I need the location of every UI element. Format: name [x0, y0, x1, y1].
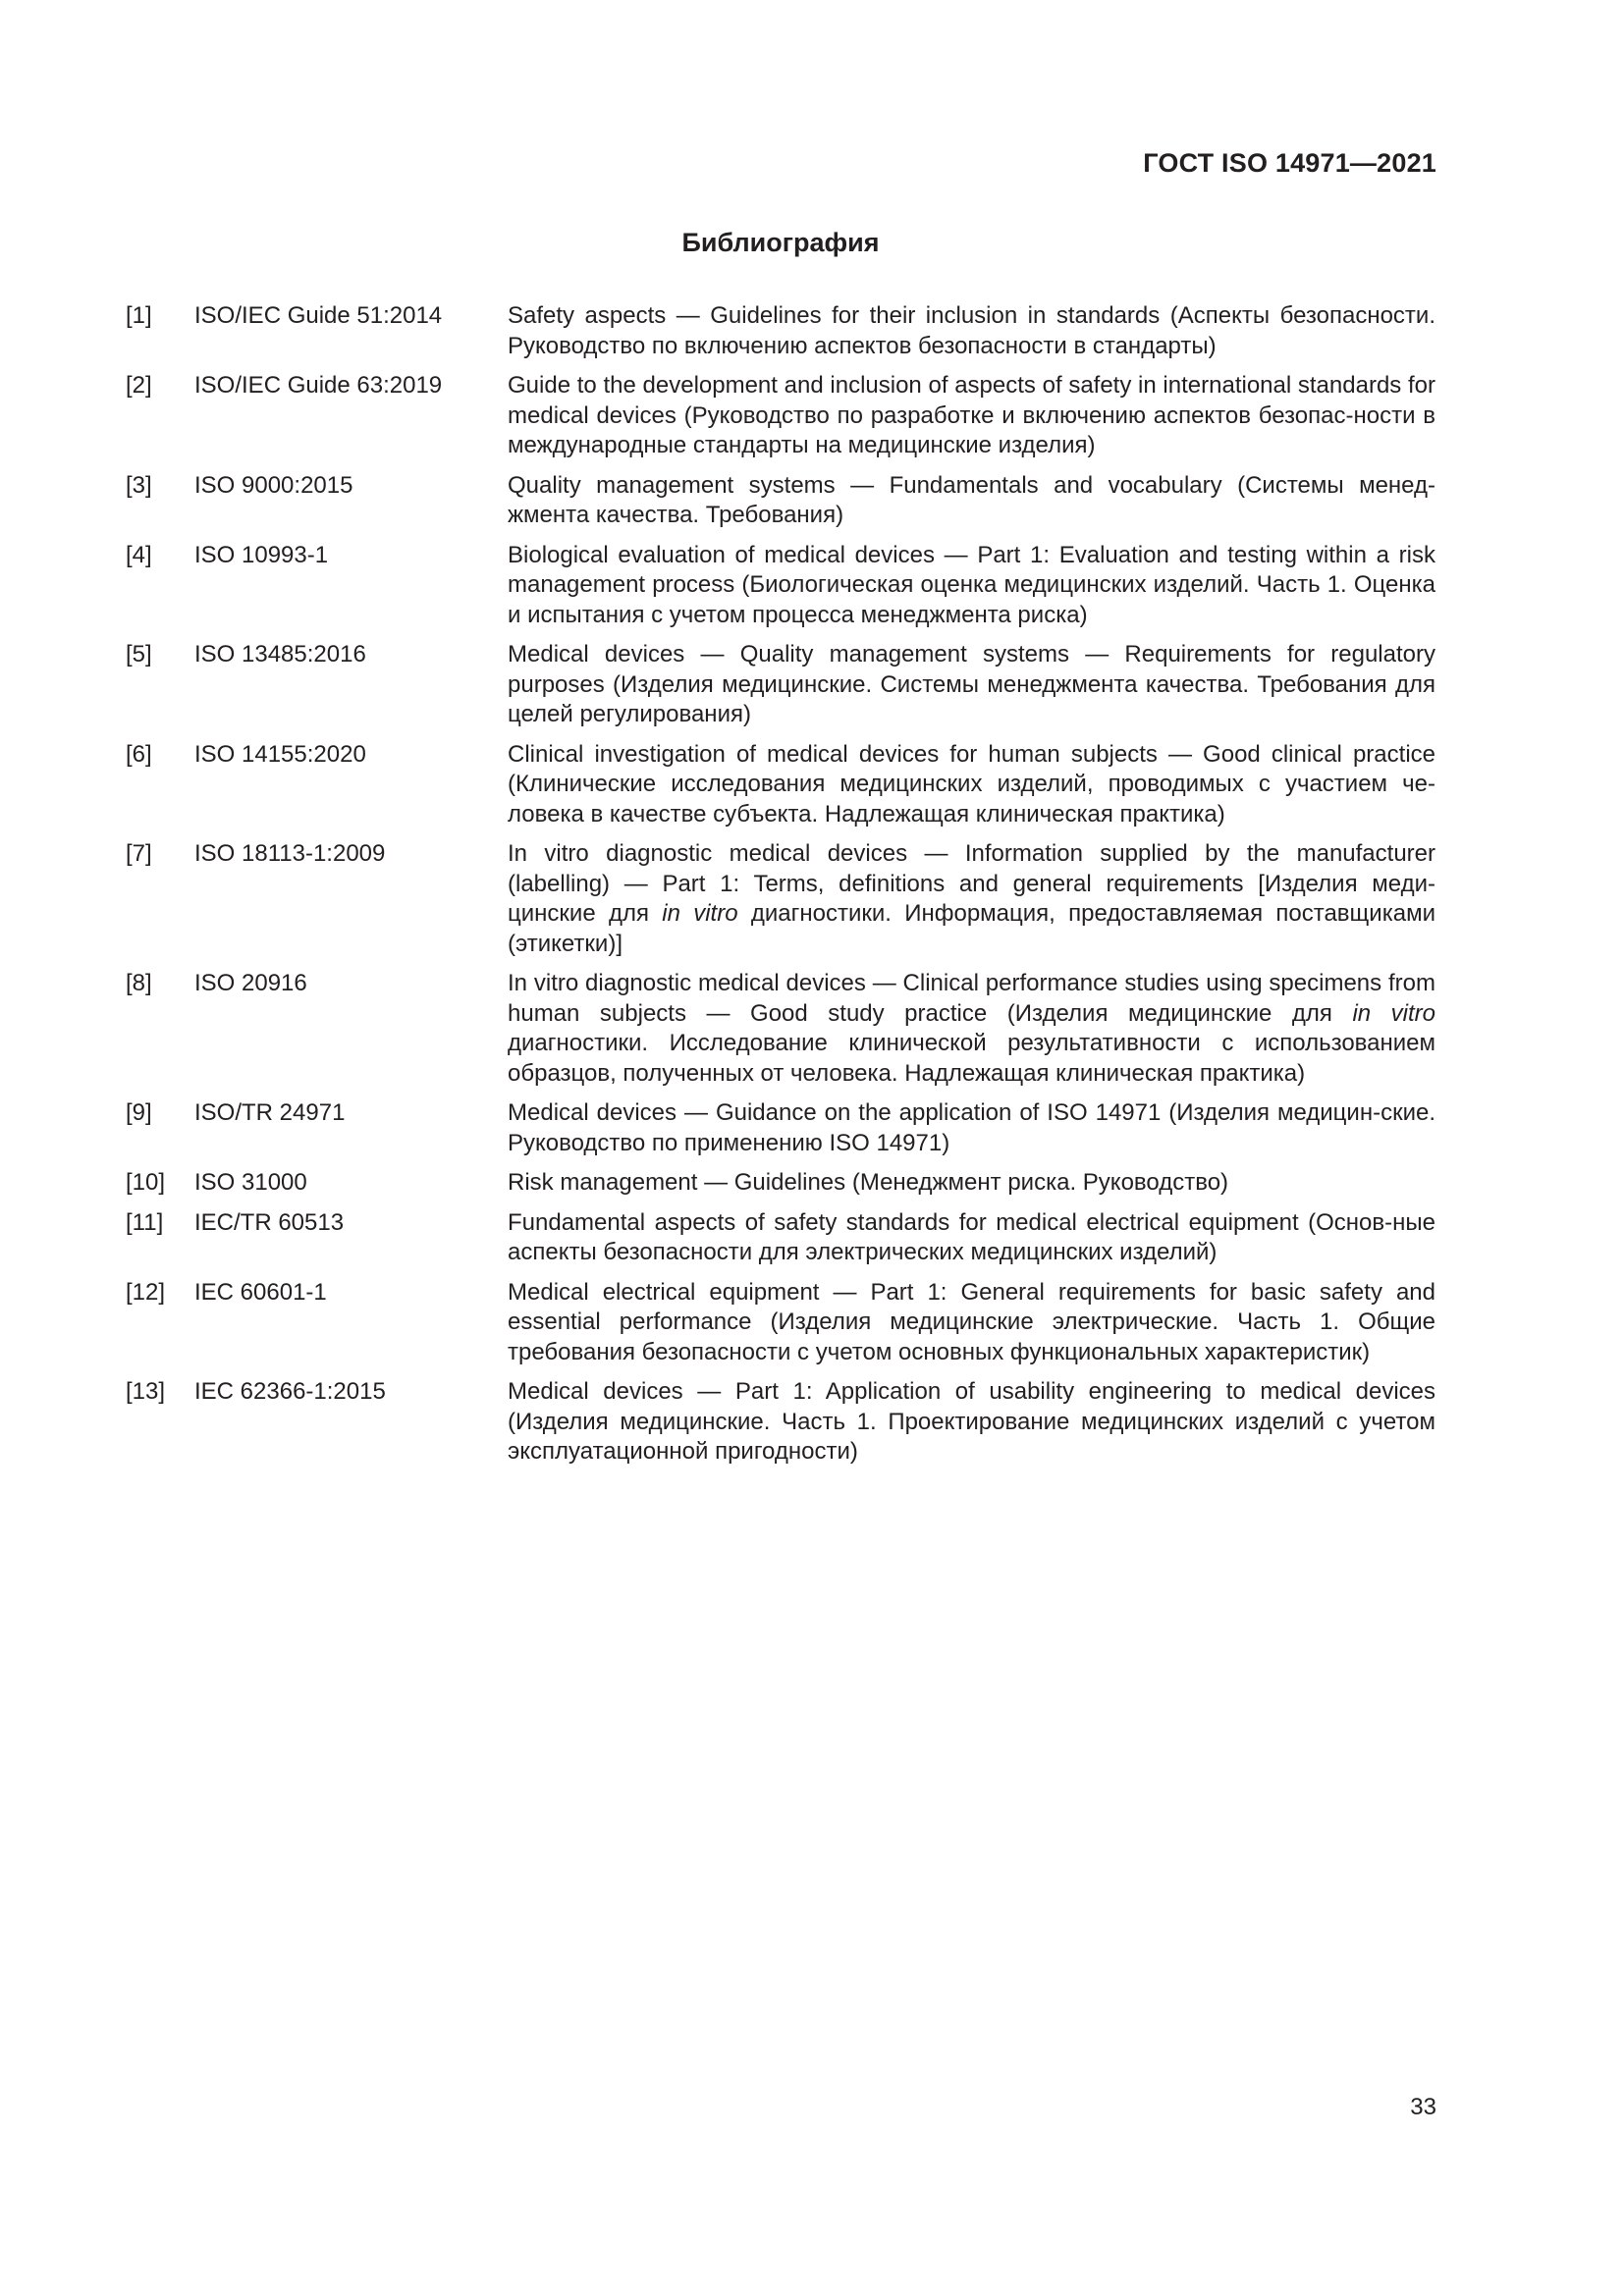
entry-title: Risk management — Guidelines (Менеджмент риска. Руководство): [508, 1169, 1229, 1196]
standard-code-header: ГОСТ ISO 14971—2021: [1143, 148, 1436, 178]
entry-code: ISO/TR 24971: [194, 1099, 346, 1126]
entry-code: IEC/TR 60513: [194, 1208, 345, 1236]
entry-title: Guide to the development and inclusion of aspects of safety in international standards for medical devices (Руководство по разработке и включению аспектов безопас-ности в международные стандарты на медицинские изделия): [508, 372, 1435, 458]
italic-term: in vitro: [662, 900, 738, 927]
entry-title: Medical devices — Part 1: Application of usability engineering to medical devices (Изделия медицинские. Часть 1. Проектирование медицинских изделий с учетом эксплуатационной пригодности): [508, 1378, 1435, 1465]
bibliography-entry: [126, 640, 1435, 730]
entry-number: [6]: [126, 740, 152, 768]
entry-number: [10]: [126, 1169, 166, 1196]
bibliography-entry: [126, 371, 1435, 461]
entry-code: ISO 10993-1: [194, 541, 329, 568]
italic-term: in vitro: [1352, 999, 1436, 1027]
bibliography-entry: [126, 740, 1435, 830]
entry-number: [12]: [126, 1278, 166, 1306]
entry-number: [11]: [126, 1208, 164, 1236]
entry-code: ISO 18113-1:2009: [194, 840, 386, 867]
bibliography-title: Библиография: [681, 228, 880, 257]
bibliography-entry: [126, 1098, 1435, 1158]
entry-title: Clinical investigation of medical devices for human subjects — Good clinical practice (Клинические исследования медицинских изделий, проводимых с участием че-ловека в качестве субъекта. Надлежащая клиническая практика): [508, 740, 1435, 828]
entry-number: [5]: [126, 641, 152, 667]
entry-title: Medical electrical equipment — Part 1: General requirements for basic safety and essential performance (Изделия медицинские электрические. Часть 1. Общие требования безопасности с учетом основных функциональных характеристик): [508, 1278, 1435, 1365]
entry-code: ISO 31000: [194, 1169, 307, 1196]
entry-code: ISO 14155:2020: [194, 740, 366, 768]
entry-title: Safety aspects — Guidelines for their inclusion in standards (Аспекты безопасности. Руководство по включению аспектов безопасности в стандарты): [508, 302, 1435, 359]
entry-number: [7]: [126, 840, 152, 867]
entry-code: ISO 20916: [194, 970, 307, 996]
entry-code: IEC 60601-1: [194, 1278, 327, 1306]
entry-title: Medical devices — Quality management systems — Requirements for regulatory purposes (Изделия медицинские. Системы менеджмента качества. Требования для целей регулирования): [508, 641, 1435, 727]
bibliography-entry: [126, 541, 1435, 631]
bibliography-list: [126, 301, 1435, 1477]
bibliography-entry: [126, 1278, 1435, 1368]
entry-code: ISO/IEC Guide 51:2014: [194, 302, 443, 329]
entry-title: Fundamental aspects of safety standards for medical electrical equipment (Основ-ные аспекты безопасности для электрических медицинских изделий): [508, 1208, 1435, 1265]
entry-title: Medical devices — Guidance on the application of ISO 14971 (Изделия медицин-ские. Руководство по применению ISO 14971): [508, 1099, 1435, 1156]
entry-code: ISO 13485:2016: [194, 641, 366, 667]
entry-title: In vitro diagnostic medical devices — Information supplied by the manufacturer (labelling) — Part 1: Terms, definitions and general requirements [Изделия меди-цинские для in vitro диагностики. Информация, предоставляемая поставщиками (этикетки)]: [508, 840, 1435, 957]
bibliography-entry: [126, 1377, 1435, 1468]
bibliography-entry: [126, 471, 1435, 531]
entry-code: IEC 62366-1:2015: [194, 1378, 386, 1405]
entry-number: [13]: [126, 1378, 166, 1405]
entry-number: [8]: [126, 970, 152, 996]
entry-title: Quality management systems — Fundamentals and vocabulary (Системы менед-жмента качества. Требования): [508, 471, 1435, 528]
entry-title: In vitro diagnostic medical devices — Clinical performance studies using specimens from human subjects — Good study practice (Изделия медицинские для in vitro диагностики. Исследование клинической результативности с использованием образцов, полученных от человека. Надлежащая клиническая практика): [508, 970, 1436, 1087]
entry-code: ISO/IEC Guide 63:2019: [194, 372, 443, 399]
entry-number: [2]: [126, 372, 152, 399]
page-number: 33: [1410, 2094, 1436, 2120]
entry-code: ISO 9000:2015: [194, 471, 353, 499]
bibliography-entry: [126, 1168, 1435, 1199]
bibliography-entry: [126, 1208, 1435, 1268]
entry-number: [9]: [126, 1099, 152, 1126]
entry-number: [1]: [126, 302, 152, 329]
bibliography-entry: [126, 301, 1435, 361]
entry-number: [3]: [126, 471, 152, 499]
bibliography-entry: [126, 969, 1435, 1089]
entry-number: [4]: [126, 541, 152, 568]
bibliography-entry: [126, 839, 1435, 959]
entry-title: Biological evaluation of medical devices — Part 1: Evaluation and testing within a risk management process (Биологическая оценка медицинских изделий. Часть 1. Оценка и испытания с учетом процесса менеджмента риска): [508, 541, 1435, 628]
